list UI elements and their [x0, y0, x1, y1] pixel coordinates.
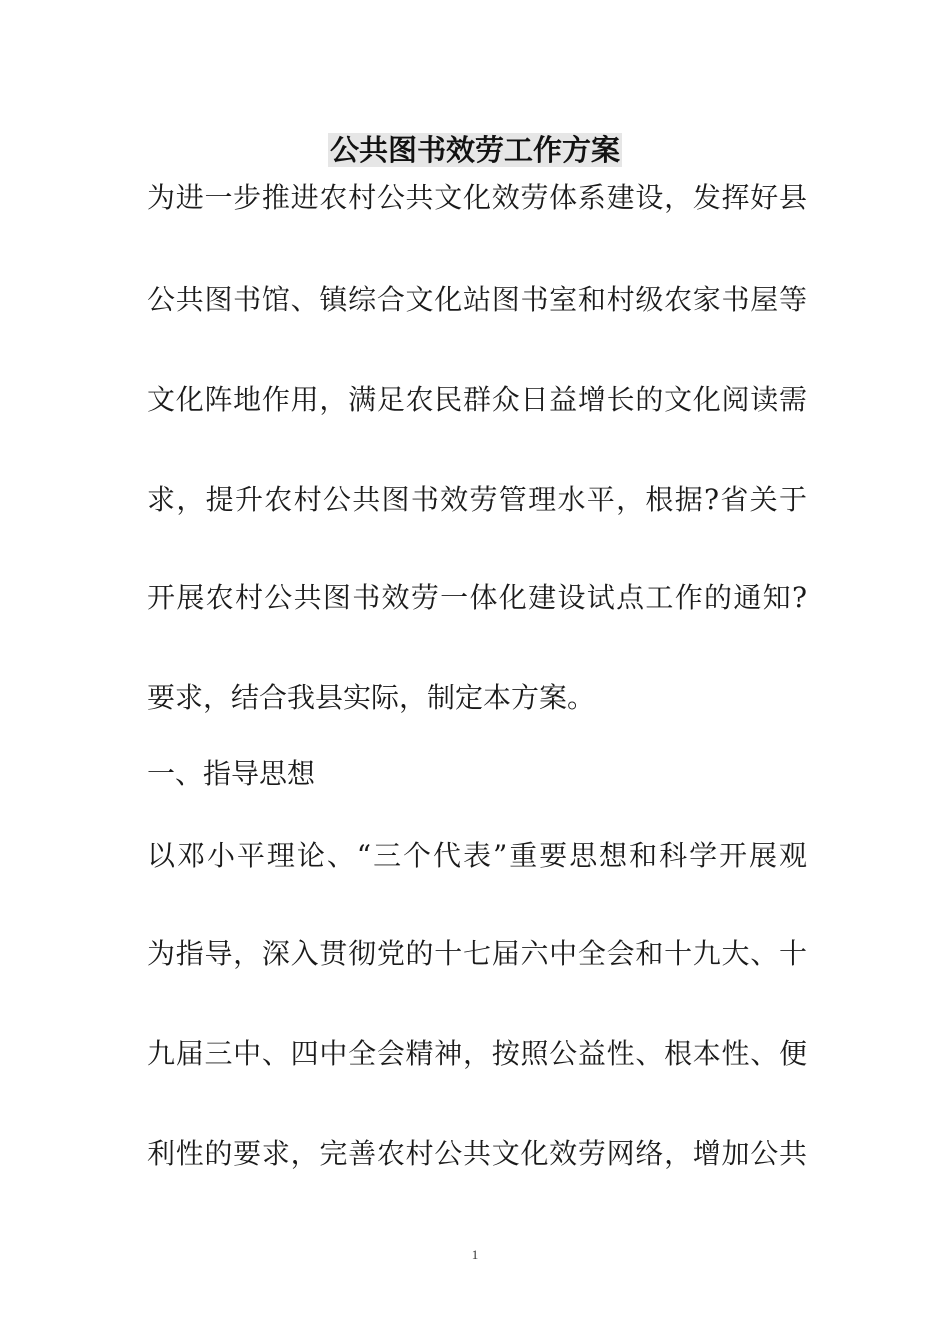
page-number: 1 — [471, 1247, 479, 1262]
body-line-5: 开展农村公共图书效劳一体化建设试点工作的通知? — [147, 581, 807, 614]
body-line-4: 求，提升农村公共图书效劳管理水平，根据?省关于 — [147, 483, 807, 516]
body-line-11: 利性的要求，完善农村公共文化效劳网络，增加公共 — [147, 1137, 807, 1170]
document-title — [0, 128, 950, 172]
body-line-6: 要求，结合我县实际，制定本方案。 — [147, 681, 596, 714]
body-line-3: 文化阵地作用，满足农民群众日益增长的文化阅读需 — [147, 383, 807, 416]
body-line-8: 以邓小平理论、“三个代表”重要思想和科学开展观 — [147, 839, 807, 872]
body-line-2: 公共图书馆、镇综合文化站图书室和村级农家书屋等 — [147, 283, 807, 316]
section-heading: 一、指导思想 — [147, 757, 316, 790]
body-line-9: 为指导，深入贯彻党的十七届六中全会和十九大、十 — [147, 937, 807, 970]
document-title-text: 公共图书效劳工作方案 — [329, 133, 620, 167]
body-line-10: 九届三中、四中全会精神，按照公益性、根本性、便 — [147, 1037, 807, 1070]
body-line-1: 为进一步推进农村公共文化效劳体系建设，发挥好县 — [147, 181, 807, 214]
